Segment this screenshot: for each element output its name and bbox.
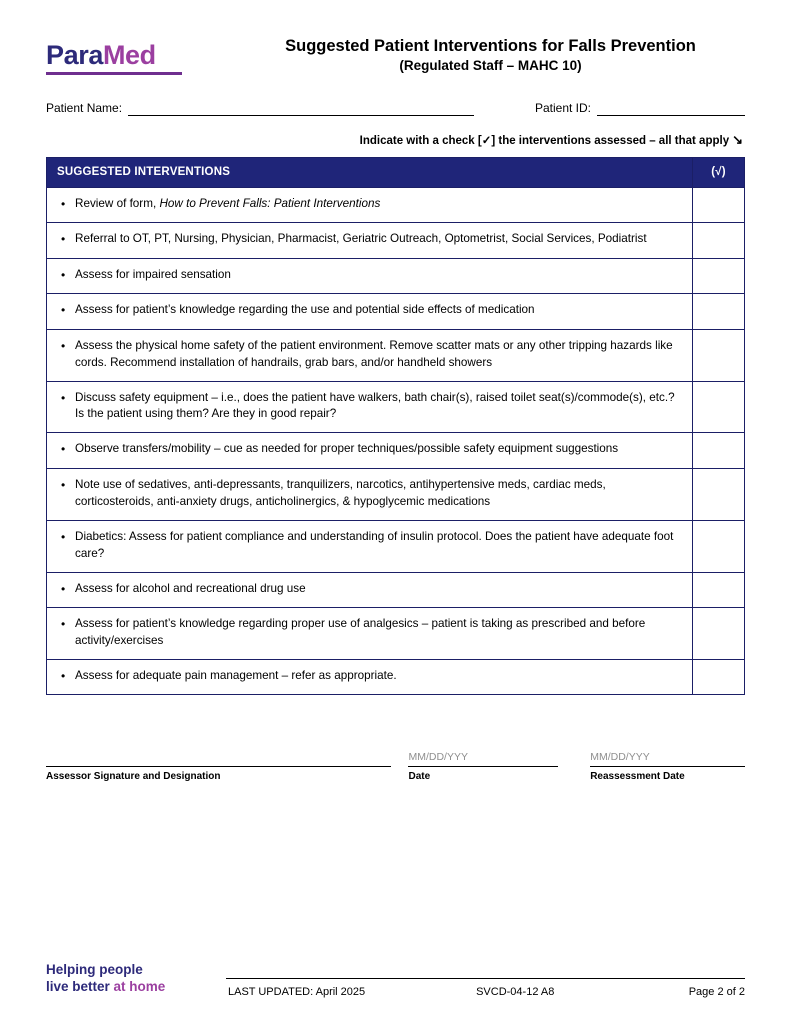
table-row <box>47 294 745 329</box>
checkbox-cell[interactable] <box>693 608 745 660</box>
intervention-text-plain: Note use of sedatives, anti-depressants, tranquilizers, narcotics, antihypertensive meds, cardiac meds, corticosteroids, anti-anxiety drugs, anticholinergics, & hypoglycemic medications <box>75 477 606 508</box>
tagline-line-2b: at home <box>113 979 166 995</box>
intervention-cell <box>47 258 693 293</box>
reassessment-date-label: Reassessment Date <box>590 771 685 783</box>
checkbox-cell[interactable] <box>693 572 745 607</box>
footer-page-number: Page 2 of 2 <box>688 986 745 998</box>
intervention-text <box>75 668 682 685</box>
intervention-text <box>75 302 682 319</box>
checkbox-cell[interactable] <box>693 223 745 258</box>
intervention-text <box>75 616 682 650</box>
footer-meta <box>226 978 745 998</box>
intervention-cell <box>47 188 693 223</box>
table-row <box>47 381 745 433</box>
intervention-text-plain: Assess for patient’s knowledge regarding proper use of analgesics – patient is taking as prescribed and before activity/exercises <box>75 617 646 648</box>
table-row <box>47 520 745 572</box>
logo-text-med: Med <box>102 40 156 70</box>
table-row <box>47 223 745 258</box>
checkbox-cell[interactable] <box>693 329 745 381</box>
bullet-icon: • <box>61 338 66 353</box>
intervention-text-plain: Observe transfers/mobility – cue as needed for proper techniques/possible safety equipment suggestions <box>75 442 619 456</box>
assessor-signature-label: Assessor Signature and Designation <box>46 771 221 783</box>
checkbox-cell[interactable] <box>693 381 745 433</box>
interventions-table <box>46 157 745 695</box>
table-header-row <box>47 158 745 188</box>
column-header-interventions: SUGGESTED INTERVENTIONS <box>47 158 693 188</box>
intervention-text <box>75 231 682 248</box>
table-row <box>47 608 745 660</box>
table-row <box>47 468 745 520</box>
date-label: Date <box>408 771 431 783</box>
intervention-cell <box>47 223 693 258</box>
patient-id-field[interactable] <box>535 101 745 116</box>
bullet-icon: • <box>61 617 66 632</box>
intervention-text <box>75 267 682 284</box>
paramed-logo <box>46 36 226 75</box>
table-body <box>47 188 745 695</box>
intervention-text-plain: Assess for patient’s knowledge regarding the use and potential side effects of medication <box>75 303 535 317</box>
intervention-text-plain: Assess for alcohol and recreational drug use <box>75 581 306 595</box>
assessor-signature-field[interactable] <box>46 751 391 782</box>
title-block <box>226 36 745 75</box>
intervention-text <box>75 338 682 372</box>
table-row <box>47 258 745 293</box>
table-row <box>47 433 745 468</box>
patient-id-label: Patient ID: <box>534 101 591 115</box>
bullet-icon: • <box>61 303 66 318</box>
assessor-signature-hint <box>46 751 391 765</box>
checkbox-cell[interactable] <box>693 188 745 223</box>
intervention-cell <box>47 381 693 433</box>
intervention-text <box>75 196 682 213</box>
patient-id-input[interactable] <box>597 101 745 116</box>
intervention-cell <box>47 329 693 381</box>
checkbox-cell[interactable] <box>693 294 745 329</box>
date-field[interactable] <box>408 751 558 782</box>
checkbox-cell[interactable] <box>693 433 745 468</box>
bullet-icon: • <box>61 529 66 544</box>
intervention-text <box>75 529 682 563</box>
page-subtitle: (Regulated Staff – MAHC 10) <box>399 57 582 73</box>
column-header-check: (√) <box>693 158 745 188</box>
intervention-text-plain: Assess for adequate pain management – refer as appropriate. <box>75 669 397 683</box>
document-header <box>46 0 745 75</box>
intervention-text-italic: How to Prevent Falls: Patient Interventions <box>159 197 381 210</box>
date-format-hint: MM/DD/YYY <box>408 751 468 764</box>
table-row <box>47 188 745 223</box>
patient-name-field[interactable] <box>46 101 474 116</box>
intervention-cell <box>47 520 693 572</box>
reassessment-format-hint: MM/DD/YYY <box>590 751 650 764</box>
checkbox-cell[interactable] <box>693 468 745 520</box>
intervention-cell <box>47 608 693 660</box>
intervention-text-plain: Diabetics: Assess for patient compliance and understanding of insulin protocol. Does the patient have adequate foot care? <box>75 529 674 560</box>
intervention-cell <box>47 468 693 520</box>
bullet-icon: • <box>61 442 66 457</box>
bullet-icon: • <box>61 581 66 596</box>
intervention-text-plain: Referral to OT, PT, Nursing, Physician, Pharmacist, Geriatric Outreach, Optometrist, Social Services, Podiatrist <box>75 232 647 246</box>
intervention-text-plain: Discuss safety equipment – i.e., does the patient have walkers, bath chair(s), raised toilet seat(s)/commode(s), etc.? Is the patient using them? Are they in good repair? <box>75 390 675 421</box>
tagline-line-1: Helping people <box>46 962 143 978</box>
bullet-icon: • <box>61 232 66 247</box>
checkbox-cell[interactable] <box>693 660 745 695</box>
document-footer <box>46 962 745 998</box>
tagline-line-2a: live better <box>46 979 114 995</box>
bullet-icon: • <box>61 390 66 405</box>
intervention-text <box>75 441 682 458</box>
intervention-text <box>75 581 682 598</box>
intervention-text-plain: Assess for impaired sensation <box>75 267 231 281</box>
intervention-cell <box>47 660 693 695</box>
page-title: Suggested Patient Interventions for Falls Prevention <box>285 37 696 55</box>
intervention-cell <box>47 433 693 468</box>
checkbox-cell[interactable] <box>693 520 745 572</box>
arrow-down-right-icon: ↘ <box>732 132 743 147</box>
footer-doc-code: SVCD-04-12 A8 <box>476 986 555 998</box>
reassessment-date-field[interactable] <box>590 751 745 782</box>
intervention-text <box>75 390 682 424</box>
footer-last-updated: LAST UPDATED: April 2025 <box>228 986 366 998</box>
instruction-label: Indicate with a check [✓] the interventions assessed – all that apply <box>359 135 730 147</box>
table-row <box>47 660 745 695</box>
intervention-cell <box>47 572 693 607</box>
patient-info-row <box>46 101 745 116</box>
intervention-text-plain: Review of form, <box>75 197 160 210</box>
table-row <box>47 329 745 381</box>
patient-name-label: Patient Name: <box>46 101 123 115</box>
intervention-cell <box>47 294 693 329</box>
checkbox-cell[interactable] <box>693 258 745 293</box>
bullet-icon: • <box>61 477 66 492</box>
patient-name-input[interactable] <box>128 101 474 116</box>
intervention-text-plain: Assess the physical home safety of the patient environment. Remove scatter mats or any other tripping hazards like cords. Recommend installation of handrails, grab bars, and/or handheld showers <box>75 338 673 369</box>
signature-row <box>46 751 745 782</box>
logo-underline <box>46 72 182 75</box>
table-row <box>47 572 745 607</box>
bullet-icon: • <box>61 267 66 282</box>
logo-text-para: Para <box>46 40 103 70</box>
bullet-icon: • <box>61 669 66 684</box>
intervention-text <box>75 477 682 511</box>
instruction-text <box>46 132 745 148</box>
bullet-icon: • <box>61 197 66 211</box>
footer-tagline <box>46 962 226 998</box>
